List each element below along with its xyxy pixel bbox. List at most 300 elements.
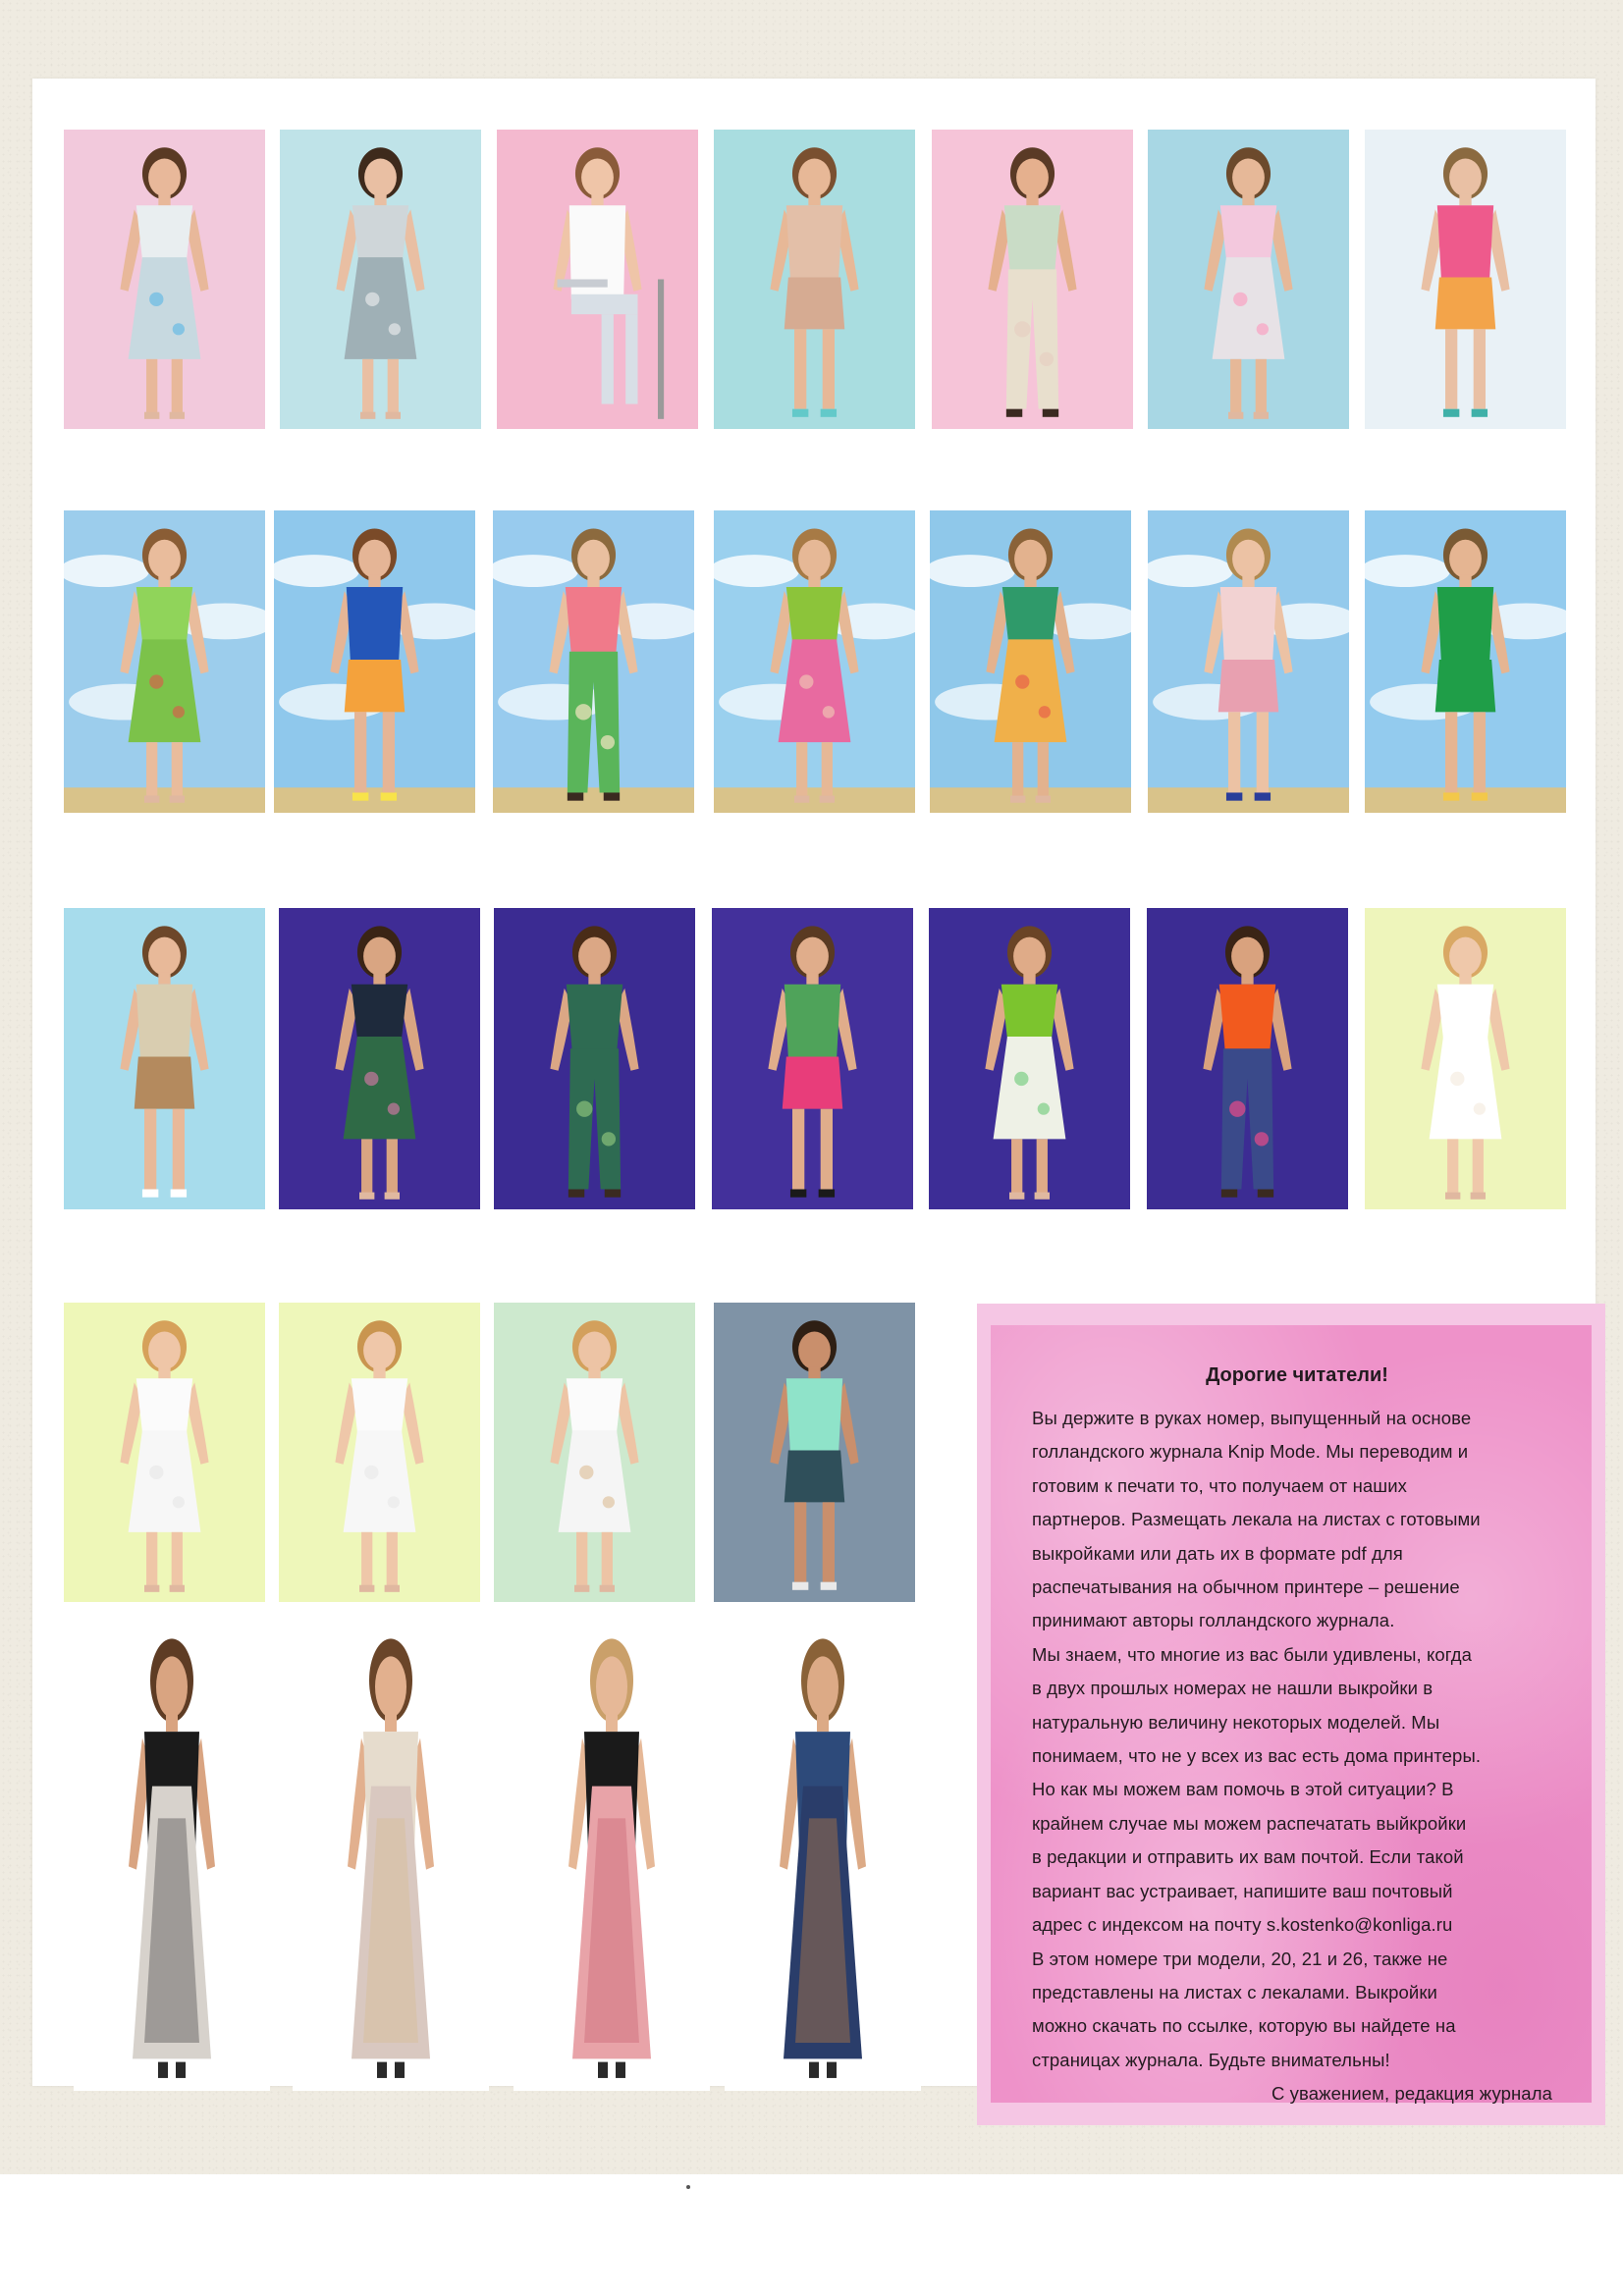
fashion-photo	[1148, 130, 1349, 429]
letter-line: натуральную величину некоторых моделей. Мы	[1032, 1711, 1440, 1733]
top	[1437, 205, 1493, 279]
model-illustration	[932, 130, 1133, 429]
pattern	[603, 1496, 615, 1508]
letter-line: готовим к печати то, что получаем от наших	[1032, 1474, 1408, 1496]
leg	[388, 359, 399, 414]
neck	[1242, 575, 1254, 587]
fashion-photo	[714, 510, 915, 813]
lap	[571, 294, 638, 314]
leg	[387, 1139, 398, 1194]
face	[148, 540, 181, 578]
face	[148, 1331, 181, 1369]
pattern	[823, 706, 835, 718]
leg	[144, 1109, 156, 1190]
top	[786, 1378, 842, 1452]
model-illustration	[1365, 510, 1566, 813]
fashion-photo	[712, 908, 913, 1209]
shoe	[820, 796, 835, 803]
shoe	[1445, 1193, 1460, 1200]
face	[364, 158, 397, 196]
neck	[374, 193, 386, 205]
bodice	[136, 1378, 192, 1432]
shoe	[598, 2062, 608, 2078]
letter-line: Мы знаем, что многие из вас были удивлены, когда	[1032, 1643, 1473, 1665]
shoe	[1443, 792, 1459, 800]
shoe	[616, 2062, 625, 2078]
pattern	[1450, 1072, 1464, 1086]
shoe	[144, 796, 159, 803]
face	[148, 158, 181, 196]
pattern	[579, 1466, 593, 1479]
fashion-photo	[280, 130, 481, 429]
leg	[794, 1502, 806, 1581]
fashion-photo	[1365, 510, 1566, 813]
face	[798, 1331, 831, 1369]
face	[1449, 540, 1482, 578]
model-illustration	[274, 510, 475, 813]
pattern	[799, 674, 813, 688]
shorts	[345, 660, 406, 712]
face	[796, 937, 829, 976]
top	[347, 587, 403, 662]
shoe	[1255, 792, 1271, 800]
leg	[1474, 712, 1486, 792]
neck	[808, 575, 820, 587]
shoe	[381, 792, 397, 800]
pattern	[1015, 674, 1029, 688]
letter-line: адрес с индексом на почту s.kostenko@konliga.ru	[1032, 1914, 1453, 1936]
pattern	[1255, 1132, 1269, 1146]
leg	[361, 1532, 372, 1587]
shoe	[1036, 796, 1051, 803]
face	[1014, 540, 1047, 578]
shoe	[158, 2062, 168, 2078]
leg	[172, 742, 183, 797]
model-illustration	[725, 1610, 921, 2091]
model-illustration	[293, 1610, 489, 2091]
model-illustration	[280, 130, 481, 429]
leg	[796, 742, 807, 797]
leg	[1474, 329, 1486, 408]
letter-line: Вы держите в руках номер, выпущенный на основе	[1032, 1408, 1472, 1428]
fashion-photo	[932, 130, 1133, 429]
model-illustration	[514, 1610, 710, 2091]
pattern	[173, 1496, 185, 1508]
fashion-photo	[1365, 908, 1566, 1209]
fashion-photo	[497, 130, 698, 429]
model-illustration	[74, 1610, 270, 2091]
leg	[1038, 742, 1049, 797]
shoe	[809, 2062, 819, 2078]
model-illustration	[64, 510, 265, 813]
pattern	[1474, 1103, 1486, 1115]
neck	[808, 1366, 820, 1378]
leg	[1445, 329, 1457, 408]
top	[786, 205, 842, 279]
letter-title: Дорогие читатели!	[1206, 1364, 1388, 1386]
face	[363, 937, 396, 976]
letter-line: голландского журнала Knip Mode. Мы переводим и	[1032, 1441, 1469, 1463]
pattern	[1257, 323, 1269, 335]
bottom-margin	[0, 2174, 1623, 2296]
shoe	[395, 2062, 405, 2078]
fashion-photo	[64, 908, 265, 1209]
leg	[1473, 1139, 1484, 1194]
model-illustration	[1365, 130, 1566, 429]
shoe	[144, 1585, 159, 1592]
letter-line: В этом номере три модели, 20, 21 и 26, также не	[1032, 1948, 1448, 1969]
bodice	[1001, 985, 1057, 1039]
leg	[1230, 359, 1241, 414]
bodice	[1002, 587, 1058, 641]
neck	[368, 575, 380, 587]
leg	[1447, 1139, 1458, 1194]
leg	[1037, 1139, 1048, 1194]
shoe	[1043, 409, 1058, 417]
bodice	[352, 205, 408, 259]
leg	[823, 329, 835, 408]
bodice	[1220, 205, 1276, 259]
leg	[602, 1532, 613, 1587]
letter-line: крайнем случае мы можем распечатать выйкройки	[1032, 1812, 1467, 1834]
neck	[588, 972, 600, 984]
laptop	[558, 280, 608, 288]
shoe	[1226, 792, 1242, 800]
neck	[158, 575, 170, 587]
model-illustration	[1148, 130, 1349, 429]
leg	[173, 1109, 185, 1190]
pattern	[388, 1496, 400, 1508]
leg	[362, 359, 373, 414]
pattern	[149, 674, 163, 688]
bodice	[786, 587, 842, 641]
pattern	[575, 704, 591, 720]
face	[1232, 540, 1265, 578]
pattern	[365, 293, 379, 306]
fashion-photo	[494, 1303, 695, 1602]
shoe	[170, 796, 185, 803]
letter-line: принимают авторы голландского журнала.	[1032, 1610, 1395, 1631]
model-illustration	[279, 908, 480, 1209]
face	[1449, 158, 1482, 196]
shorts	[1435, 660, 1496, 712]
face	[1449, 937, 1482, 976]
fashion-photo	[714, 130, 915, 429]
chair	[658, 280, 664, 419]
shoe	[1254, 412, 1269, 419]
fashion-photo	[1148, 510, 1349, 813]
letter-body	[1032, 1402, 1562, 2111]
shoe	[790, 1190, 806, 1198]
top	[784, 985, 840, 1059]
shoe	[1443, 409, 1459, 417]
face	[1232, 158, 1265, 196]
model-illustration	[1147, 908, 1348, 1209]
shoe	[385, 1193, 400, 1200]
neck	[808, 193, 820, 205]
leg	[1011, 1139, 1022, 1194]
leg	[1257, 712, 1269, 792]
shoe	[1009, 1193, 1024, 1200]
fashion-photo	[279, 1303, 480, 1602]
shoe	[604, 792, 620, 800]
fashion-photo	[293, 1610, 489, 2091]
face	[581, 158, 614, 196]
leg	[1256, 359, 1267, 414]
model-illustration	[494, 1303, 695, 1602]
fashion-photo	[279, 908, 480, 1209]
face	[798, 540, 831, 578]
shoe	[600, 1585, 615, 1592]
pattern	[364, 1466, 378, 1479]
leg	[172, 359, 183, 414]
face	[577, 540, 610, 578]
shoe	[360, 412, 375, 419]
model-illustration	[64, 130, 265, 429]
shoe	[1221, 1190, 1237, 1198]
leg	[146, 359, 157, 414]
magazine-page	[32, 79, 1596, 2105]
top	[1219, 985, 1275, 1054]
leg	[823, 1502, 835, 1581]
fashion-photo	[714, 1303, 915, 1602]
pattern	[389, 323, 401, 335]
shoe	[568, 1190, 584, 1198]
neck	[1024, 575, 1036, 587]
leg	[383, 712, 395, 792]
pattern	[173, 706, 185, 718]
shoe	[176, 2062, 186, 2078]
fashion-photo	[493, 510, 694, 813]
shoe	[1471, 1193, 1486, 1200]
letter-line: представлены на листах с лекалами. Выкройки	[1032, 1981, 1437, 2002]
pattern	[601, 735, 615, 749]
leg	[1012, 742, 1023, 797]
neck	[591, 193, 603, 205]
face	[363, 1331, 396, 1369]
face	[798, 158, 831, 196]
editor-letter-frame	[977, 1304, 1605, 2125]
face	[358, 540, 391, 578]
neck	[588, 1366, 600, 1378]
model-illustration	[493, 510, 694, 813]
fashion-photo	[274, 510, 475, 813]
leg	[576, 1532, 587, 1587]
pattern	[1014, 1072, 1028, 1086]
top	[567, 985, 622, 1054]
model-illustration	[714, 510, 915, 813]
fashion-photo	[1365, 130, 1566, 429]
shoe	[359, 1585, 374, 1592]
shorts	[784, 1450, 845, 1502]
pattern	[149, 1466, 163, 1479]
neck	[158, 1366, 170, 1378]
face	[1231, 937, 1264, 976]
leg	[1445, 712, 1457, 792]
fashion-photo	[74, 1610, 270, 2091]
editor-letter	[991, 1325, 1592, 2103]
shoe	[385, 1585, 400, 1592]
letter-signature: С уважением, редакция журнала	[1271, 2083, 1552, 2105]
neck	[1459, 575, 1471, 587]
model-illustration	[1148, 510, 1349, 813]
face	[1013, 937, 1046, 976]
fashion-photo	[725, 1610, 921, 2091]
neck	[1026, 193, 1038, 205]
shoe	[359, 1193, 374, 1200]
leg	[792, 1109, 804, 1190]
pattern	[1038, 1103, 1050, 1115]
shoe	[1258, 1190, 1273, 1198]
shoe	[821, 1582, 837, 1590]
fashion-photo	[514, 1610, 710, 2091]
pattern	[1039, 706, 1051, 718]
shoe	[792, 409, 808, 417]
leg	[602, 314, 614, 404]
shoe	[386, 412, 401, 419]
leg	[354, 712, 366, 792]
neck	[1242, 193, 1254, 205]
face	[148, 937, 181, 976]
letter-line: выкройками или дать их в формате pdf для	[1032, 1542, 1403, 1564]
face	[578, 937, 611, 976]
letter-line: Но как мы можем вам помочь в этой ситуации? В	[1032, 1779, 1454, 1800]
shoe	[170, 412, 185, 419]
shoe	[819, 1190, 835, 1198]
leg	[822, 742, 833, 797]
top	[1004, 205, 1060, 274]
fashion-photo	[930, 510, 1131, 813]
model-illustration	[1365, 908, 1566, 1209]
model-illustration	[494, 908, 695, 1209]
bodice	[567, 1378, 622, 1432]
model-illustration	[712, 908, 913, 1209]
letter-line: в редакции и отправить их вам почтой. Если такой	[1032, 1846, 1464, 1868]
fashion-photo	[64, 130, 265, 429]
shorts	[135, 1056, 195, 1108]
neck	[587, 575, 599, 587]
leg	[172, 1532, 183, 1587]
fashion-photo	[929, 908, 1130, 1209]
shoe	[1006, 409, 1022, 417]
bodice	[1437, 985, 1493, 1039]
shoe	[1228, 412, 1243, 419]
model-illustration	[930, 510, 1131, 813]
letter-line: в двух прошлых номерах не нашли выкройки в	[1032, 1678, 1434, 1699]
neck	[806, 972, 818, 984]
pattern	[1040, 352, 1054, 366]
shoe	[605, 1190, 621, 1198]
neck	[1459, 972, 1471, 984]
bodice	[352, 985, 407, 1039]
face	[578, 1331, 611, 1369]
shoe	[574, 1585, 589, 1592]
shoe	[171, 1190, 187, 1198]
neck	[385, 1713, 397, 1733]
shorts	[784, 277, 845, 329]
face	[375, 1656, 406, 1717]
top	[136, 985, 192, 1059]
pattern	[388, 1103, 400, 1115]
shoe	[1010, 796, 1025, 803]
shoe	[142, 1190, 158, 1198]
letter-line: можно скачать по ссылке, которую вы найдете на	[1032, 2015, 1456, 2037]
neck	[606, 1713, 618, 1733]
shoe	[352, 792, 368, 800]
sand	[930, 787, 1131, 813]
sand	[1148, 787, 1349, 813]
shorts	[1218, 660, 1279, 712]
page-dot	[686, 2185, 690, 2189]
shorts	[783, 1056, 843, 1108]
leg	[361, 1139, 372, 1194]
shoe	[1472, 409, 1488, 417]
sand	[714, 787, 915, 813]
leg	[625, 314, 637, 404]
neck	[373, 1366, 385, 1378]
sand	[493, 787, 694, 813]
fashion-photo	[1147, 908, 1348, 1209]
face	[156, 1656, 188, 1717]
fashion-photo	[494, 908, 695, 1209]
pattern	[173, 323, 185, 335]
sand	[1365, 787, 1566, 813]
fashion-photo	[64, 1303, 265, 1602]
letter-line: страницах журнала. Будьте внимательны!	[1032, 2049, 1390, 2070]
model-illustration	[279, 1303, 480, 1602]
neck	[817, 1713, 829, 1733]
shoe	[144, 412, 159, 419]
top	[1437, 587, 1493, 662]
neck	[166, 1713, 178, 1733]
leg	[387, 1532, 398, 1587]
leg	[794, 329, 806, 408]
pattern	[602, 1132, 616, 1146]
shoe	[1035, 1193, 1050, 1200]
model-illustration	[929, 908, 1130, 1209]
neck	[158, 193, 170, 205]
model-illustration	[64, 908, 265, 1209]
pattern	[1229, 1100, 1245, 1116]
pattern	[149, 293, 163, 306]
model-illustration	[64, 1303, 265, 1602]
model-illustration	[497, 130, 698, 429]
face	[807, 1656, 839, 1717]
letter-line: вариант вас устраивает, напишите ваш почтовый	[1032, 1880, 1453, 1901]
neck	[158, 972, 170, 984]
neck	[1459, 193, 1471, 205]
letter-line: понимаем, что не у всех из вас есть дома принтеры.	[1032, 1745, 1482, 1767]
leg	[146, 1532, 157, 1587]
bodice	[352, 1378, 407, 1432]
shorts	[1435, 277, 1496, 329]
bodice	[136, 205, 192, 259]
leg	[1228, 712, 1240, 792]
shoe	[568, 792, 583, 800]
pattern	[576, 1100, 592, 1116]
shoe	[792, 1582, 808, 1590]
pattern	[1233, 293, 1247, 306]
top	[566, 587, 622, 657]
top	[1220, 587, 1276, 662]
pattern	[364, 1072, 378, 1086]
shoe	[827, 2062, 837, 2078]
model-illustration	[714, 130, 915, 429]
shoe	[377, 2062, 387, 2078]
shoe	[1472, 792, 1488, 800]
letter-line: партнеров. Размещать лекала на листах с готовыми	[1032, 1509, 1481, 1530]
shoe	[170, 1585, 185, 1592]
